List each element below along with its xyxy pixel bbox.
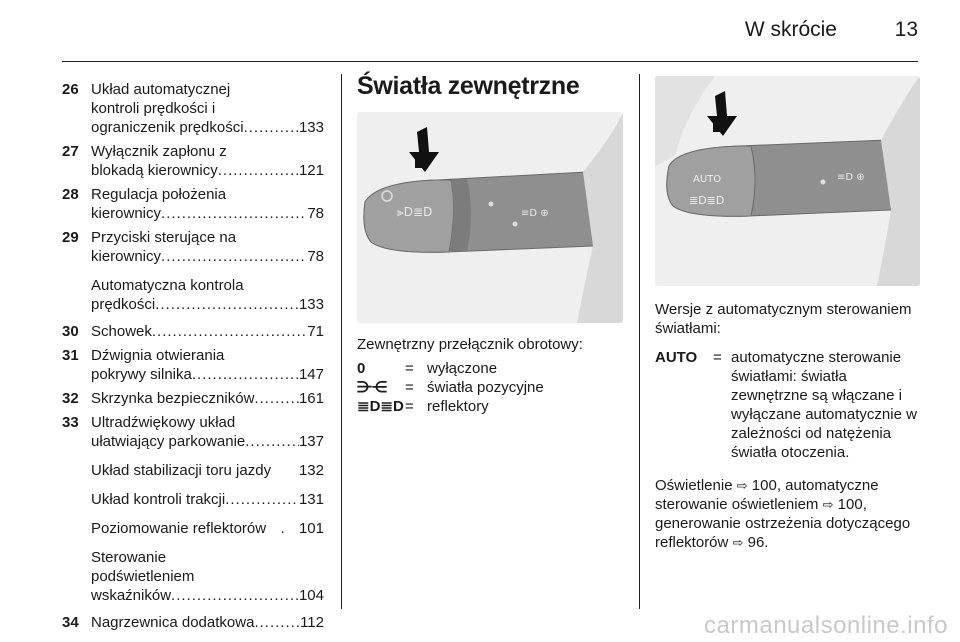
legend-reference[interactable]	[91, 365, 324, 384]
leader-dots	[245, 432, 299, 451]
leader-dots: .	[280, 520, 285, 537]
ref-auto-lighting[interactable]: 100, automatyczne sterowanie oświetleniem	[655, 477, 879, 513]
legend-reference[interactable]	[91, 161, 324, 180]
legend-text: Układ automatycznej	[91, 81, 231, 98]
equals-sign: =	[405, 360, 414, 377]
legend-item	[62, 346, 324, 384]
legend-item	[62, 80, 324, 137]
legend-reference[interactable]	[91, 247, 324, 266]
legend-item	[62, 228, 324, 266]
leader-dots	[218, 161, 299, 180]
page-reference[interactable]: 78	[307, 205, 324, 222]
auto-definition	[655, 348, 925, 462]
legend-item	[62, 490, 324, 509]
legend-reference[interactable]	[91, 613, 324, 632]
legend-text: blokadą kierownicy	[91, 162, 218, 179]
legend-text: wskaźników	[91, 587, 172, 604]
ref-page[interactable]: 96.	[747, 534, 769, 551]
leader-dots	[171, 586, 299, 605]
legend-number: 30	[62, 323, 79, 340]
cross-references	[655, 476, 925, 552]
page-reference[interactable]: 78	[307, 248, 324, 265]
ref-headlight-warning[interactable]: 100, generowanie ostrzeżenia dotyczącego reflektorów	[655, 496, 911, 551]
column-separator	[341, 74, 342, 609]
legend-number: 26	[62, 81, 79, 98]
legend-reference[interactable]	[91, 295, 324, 314]
leader-dots	[244, 118, 299, 137]
position-symbol: ≣D≣D	[357, 398, 404, 415]
legend-item	[62, 276, 324, 314]
leader-dots	[192, 365, 299, 384]
legend-number: 33	[62, 414, 79, 431]
legend-reference[interactable]	[91, 118, 324, 137]
position-label: wyłączone	[427, 360, 498, 377]
leader-dots	[225, 490, 299, 509]
legend-item	[62, 142, 324, 180]
legend-text: Układ stabilizacji toru jazdy	[91, 462, 272, 479]
leader-dots	[271, 461, 299, 480]
svg-text:⫸D≣D: ⫸D≣D	[397, 205, 433, 219]
auto-symbol: AUTO	[655, 349, 698, 366]
legend-number: 29	[62, 229, 79, 246]
legend-text: Regulacja położenia	[91, 186, 227, 203]
legend-number: 32	[62, 390, 79, 407]
legend-reference[interactable]	[91, 519, 324, 538]
legend-text: Dźwignia otwierania	[91, 347, 225, 364]
legend-text: Układ kontroli trakcji	[91, 491, 226, 508]
leader-dots	[155, 295, 299, 314]
legend-text: Schowek	[91, 323, 152, 340]
switch-positions	[357, 359, 623, 416]
ref-lighting[interactable]: Oświetlenie	[655, 477, 733, 494]
legend-text: Nagrzewnica dodatkowa	[91, 614, 255, 631]
arrow-icon: ⇨	[822, 497, 834, 512]
legend-number: 31	[62, 347, 79, 364]
equals-sign: =	[405, 398, 414, 415]
position-symbol: ⋺⋲	[357, 379, 387, 396]
legend-item	[62, 519, 324, 538]
svg-text:≣D≣D: ≣D≣D	[689, 194, 725, 207]
header-rule	[62, 61, 918, 62]
position-label: światła pozycyjne	[427, 379, 544, 396]
legend-text: ułatwiający parkowanie	[91, 433, 246, 450]
legend-number: 27	[62, 143, 79, 160]
page-reference[interactable]: 104	[298, 587, 324, 604]
legend-text: Poziomowanie reflektorów	[91, 520, 267, 537]
svg-text:≡D ⊕: ≡D ⊕	[837, 172, 865, 183]
auto-lights-section	[655, 300, 925, 562]
header-title: W skrócie	[744, 18, 837, 41]
page-reference[interactable]: 112	[300, 614, 324, 631]
page-reference[interactable]: 133	[298, 119, 324, 136]
legend-text: Sterowanie	[91, 549, 167, 566]
page-reference[interactable]: 133	[298, 296, 324, 313]
page-reference[interactable]: 137	[298, 433, 324, 450]
legend-item	[62, 185, 324, 223]
legend-number: 28	[62, 186, 79, 203]
page-number: 13	[894, 18, 918, 41]
intro-text: Zewnętrzny przełącznik obrotowy:	[357, 336, 583, 353]
legend-text: Wyłącznik zapłonu z	[91, 143, 227, 160]
legend-item	[62, 389, 324, 408]
legend-text: kontroli prędkości i	[91, 100, 216, 117]
equals-sign: =	[713, 349, 722, 366]
legend-reference[interactable]	[91, 322, 324, 341]
page-reference[interactable]: 161	[298, 390, 324, 407]
legend-reference[interactable]	[91, 204, 324, 223]
legend-item	[62, 548, 324, 605]
legend-text: kierownicy	[91, 248, 162, 265]
legend-text: Przyciski sterujące na	[91, 229, 237, 246]
leader-dots	[254, 389, 299, 408]
page-reference[interactable]: 101	[298, 520, 324, 537]
svg-text:AUTO: AUTO	[693, 174, 722, 185]
legend-item	[62, 461, 324, 480]
legend-number: 34	[62, 614, 79, 631]
legend-item	[62, 613, 324, 632]
switch-position	[357, 397, 623, 416]
position-symbol: 0	[357, 360, 366, 377]
legend-reference[interactable]	[91, 490, 324, 509]
legend-text: Ultradźwiękowy układ	[91, 414, 236, 431]
position-label: reflektory	[427, 398, 489, 415]
legend-reference[interactable]	[91, 432, 324, 451]
legend-text: Automatyczna kontrola	[91, 277, 244, 294]
switch-position	[357, 378, 623, 397]
svg-text:≡D ⊕: ≡D ⊕	[521, 208, 549, 219]
legend-text: ograniczenik prędkości	[91, 119, 244, 136]
arrow-icon: ⇨	[736, 478, 748, 493]
legend-text: Skrzynka bezpieczników	[91, 390, 255, 407]
legend-item	[62, 413, 324, 451]
auto-description: automatyczne sterowanie światłami: światła zewnętrzne są włączane i wyłączane automatycznie w zależności od natężenia światła otoczenia.	[731, 349, 917, 461]
arrow-icon: ⇨	[732, 535, 744, 550]
legend-item	[62, 322, 324, 341]
equals-sign: =	[405, 379, 414, 396]
auto-intro: Wersje z automatycznym sterowaniem światłami:	[655, 301, 912, 337]
legend-list	[62, 80, 324, 637]
leader-dots	[161, 204, 307, 223]
legend-reference[interactable]	[91, 586, 324, 605]
legend-text: kierownicy	[91, 205, 162, 222]
page-reference[interactable]: 71	[307, 323, 324, 340]
legend-reference[interactable]	[91, 389, 324, 408]
section-heading: Światła zewnętrzne	[357, 72, 580, 100]
column-separator	[639, 74, 640, 609]
legend-text: prędkości	[91, 296, 156, 313]
legend-text: pokrywy silnika	[91, 366, 192, 383]
legend-text: podświetleniem	[91, 568, 195, 585]
watermark: carmanualsonline.info	[704, 612, 948, 639]
leader-dots	[254, 613, 300, 632]
light-switch-illustration	[357, 112, 623, 323]
page-reference[interactable]: 147	[298, 366, 324, 383]
auto-light-switch-illustration	[655, 76, 920, 286]
legend-reference[interactable]	[91, 461, 324, 480]
switch-position	[357, 359, 623, 378]
page-reference[interactable]: 132	[298, 462, 324, 479]
page-reference[interactable]: 121	[298, 162, 324, 179]
leader-dots	[161, 247, 307, 266]
page-reference[interactable]: 131	[298, 491, 324, 508]
leader-dots	[152, 322, 307, 341]
